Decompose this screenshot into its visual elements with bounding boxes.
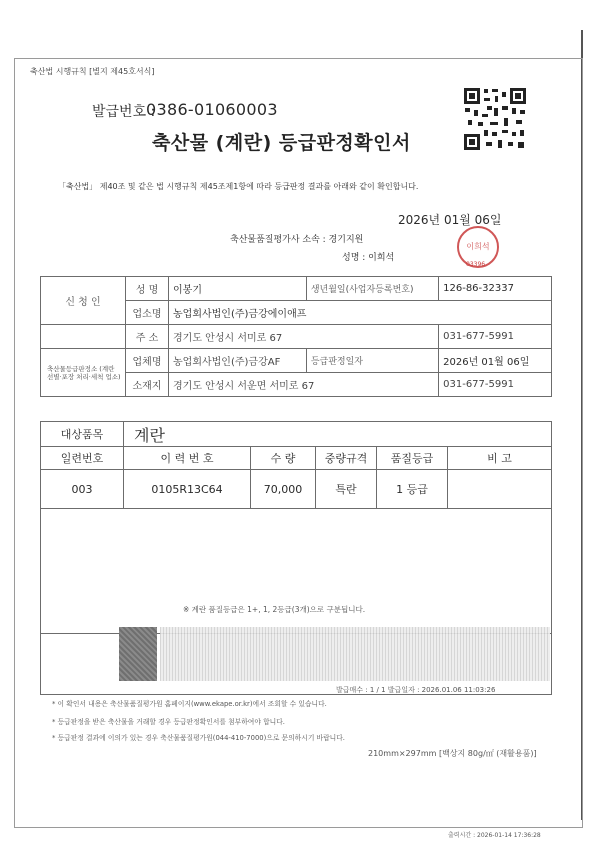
biz-no-value: 126-86-32337: [439, 277, 552, 301]
col-serial: 일련번호: [41, 447, 124, 470]
product-value: 계란: [124, 422, 552, 447]
biz-no-label: 생년월일(사업자등록번호): [306, 277, 438, 301]
applicant-name: 이봉기: [169, 277, 307, 301]
name-label: 성 명: [126, 277, 169, 301]
applicant-company: 농업회사법인(주)금강에이애프: [169, 301, 552, 325]
blank-rows: [41, 509, 552, 634]
grading-date: 2026년 01월 06일: [439, 349, 552, 373]
seal-text: 이희석: [466, 242, 490, 251]
applicant-table: [40, 276, 552, 397]
footer-note-2: * 등급판정을 받은 축산물을 거래할 경우 등급판정확인서를 첨부하여야 합니다.: [52, 718, 285, 726]
applicant-row-name: [41, 277, 552, 301]
qr-code-icon: [462, 86, 528, 152]
col-weight-class: 중량규격: [316, 447, 377, 470]
grading-address-label: 소재지: [126, 373, 169, 397]
form-reference: 축산법 시행규칙 [별지 제45호서식]: [30, 67, 155, 76]
grading-place-section-label: 축산물등급판정소 (계란 선별·포장 처리·세척 업소): [41, 349, 126, 397]
grading-place-row-company: [41, 349, 552, 373]
output-time: 출력시간 : 2026-01-14 17:36:28: [448, 832, 541, 839]
applicant-section-label: 신 청 인: [41, 277, 126, 325]
document-title: 축산물 (계란) 등급판정확인서: [152, 132, 411, 154]
grading-company-label: 업체명: [126, 349, 169, 373]
serial-cell: 003: [41, 470, 124, 509]
col-grade: 품질등급: [377, 447, 448, 470]
items-header-row: [41, 447, 552, 470]
grader-affiliation: 축산물품질평가사 소속 : 경기지원: [230, 235, 364, 245]
grading-date-label: 등급판정일자: [306, 349, 438, 373]
certification-date: 2026년 01월 06일: [398, 213, 502, 227]
footer-note-3: * 등급판정 결과에 이의가 있는 경우 축산물품질평가원(044-410-7000)으로 문의하시기 바랍니다.: [52, 734, 345, 742]
grading-phone: 031-677-5991: [439, 373, 552, 397]
col-quantity: 수 량: [251, 447, 316, 470]
grade-cell: 1 등급: [377, 470, 448, 509]
footer-note-1: * 이 확인서 내용은 축산물품질평가원 홈페이지(www.ekape.or.kr)에서 조회할 수 있습니다.: [52, 700, 327, 708]
product-label: 대상품목: [41, 422, 124, 447]
issue-meta: 발급매수 : 1 / 1 발급일자 : 2026.01.06 11:03:26: [336, 686, 496, 694]
grading-company: 농업회사법인(주)금강AF: [169, 349, 307, 373]
applicant-phone: 031-677-5991: [439, 325, 552, 349]
quantity-cell: 70,000: [251, 470, 316, 509]
address-label: 주 소: [126, 325, 169, 349]
grading-address: 경기도 안성시 서운면 서미로 67: [169, 373, 439, 397]
company-label: 업소명: [126, 301, 169, 325]
table-row: [41, 470, 552, 509]
paper-spec: 210mm×297mm [백상지 80g/㎡ (재활용품)]: [368, 749, 537, 758]
legal-basis-text: 「축산법」 제40조 및 같은 법 시행규칙 제45조제1항에 따라 등급판정 결과를 아래와 같이 확인합니다.: [58, 182, 419, 191]
issue-number: 0386-01060003: [146, 100, 278, 119]
grader-name: 성명 : 이희석: [342, 253, 395, 263]
trace-no-cell: 0105R13C64: [124, 470, 251, 509]
col-remark: 비 고: [448, 447, 552, 470]
seal-code: 03396: [466, 261, 486, 268]
applicant-address: 경기도 안성시 서미로 67: [169, 325, 439, 349]
remark-cell: [448, 470, 552, 509]
col-trace-no: 이 력 번 호: [124, 447, 251, 470]
grade-footnote: ※ 계란 품질등급은 1+, 1, 2등급(3개)으로 구분됩니다.: [183, 605, 366, 614]
scan-noise-area: [160, 627, 550, 681]
applicant-row-address: [41, 325, 552, 349]
redacted-image-block: [119, 627, 157, 681]
product-row: [41, 422, 552, 447]
footnote-cell: [41, 509, 552, 634]
weight-class-cell: 특란: [316, 470, 377, 509]
issue-number-label: 발급번호 :: [92, 104, 156, 120]
